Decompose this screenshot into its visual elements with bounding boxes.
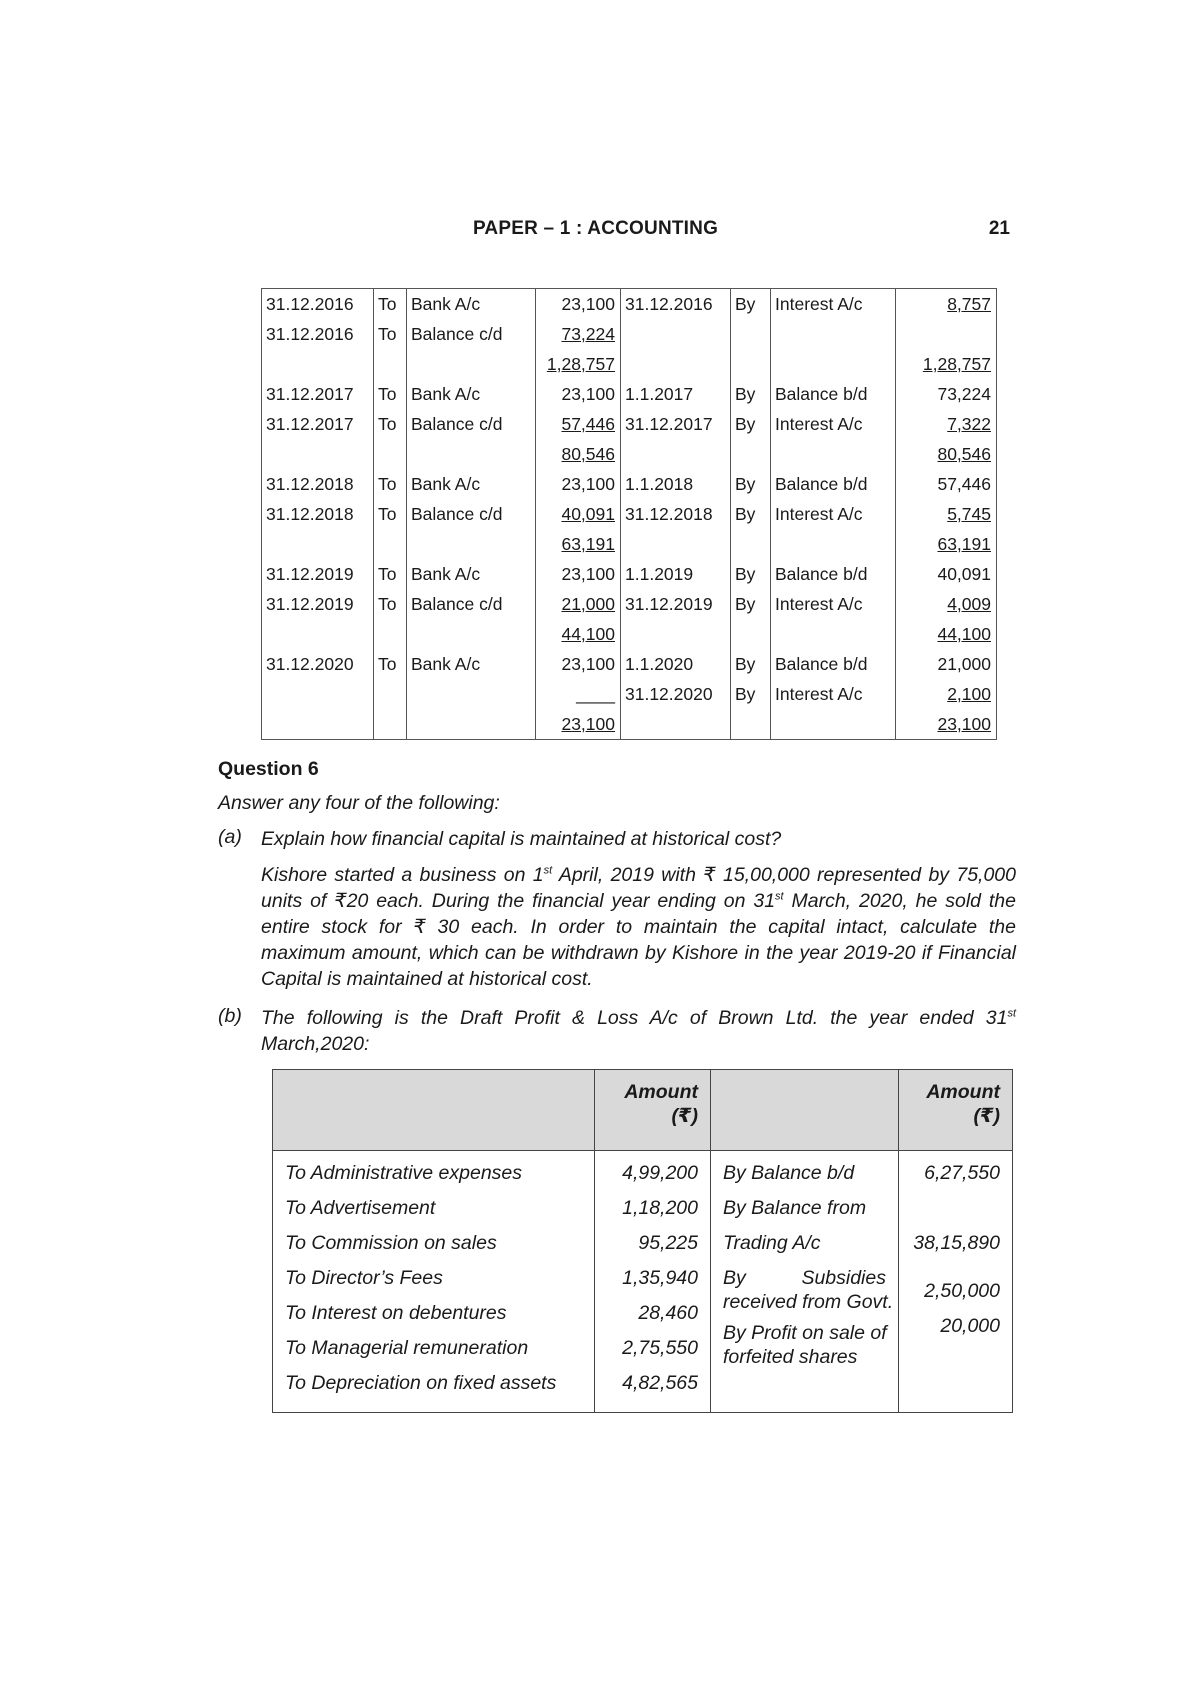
ledger-cell-d1: 31.12.2016	[262, 319, 374, 349]
ledger-cell-amt2: 5,745	[896, 499, 997, 529]
ledger-cell-a2: Balance b/d	[771, 469, 896, 499]
ledger-cell-a2: Interest A/c	[771, 589, 896, 619]
ledger-cell-d2: 31.12.2018	[621, 499, 731, 529]
ledger-cell-p1: To	[374, 379, 407, 409]
ledger-cell-d2	[621, 619, 731, 649]
ledger-cell-p1	[374, 349, 407, 379]
ledger-cell-p2: By	[731, 559, 771, 589]
ledger-row	[262, 349, 997, 379]
ledger-cell-amt2: 57,446	[896, 469, 997, 499]
ledger-cell-amt1: 80,546	[536, 439, 621, 469]
ledger-cell-amt1: 57,446	[536, 409, 621, 439]
ledger-cell-amt2: 40,091	[896, 559, 997, 589]
pl-debit-amount: 1,18,200	[622, 1197, 698, 1219]
ledger-cell-d1	[262, 709, 374, 740]
ledger-cell-amt1: 73,224	[536, 319, 621, 349]
ledger-row	[262, 589, 997, 619]
pl-header-amount-debit: Amount (₹)	[595, 1070, 711, 1151]
ledger-cell-p2: By	[731, 499, 771, 529]
pl-header-amount-credit: Amount (₹)	[899, 1070, 1013, 1151]
ledger-cell-p2	[731, 349, 771, 379]
ledger-cell-a2: Interest A/c	[771, 409, 896, 439]
ledger-cell-a1: Bank A/c	[407, 649, 536, 679]
ledger-cell-a2: Interest A/c	[771, 679, 896, 709]
ledger-cell-amt1: 23,100	[536, 379, 621, 409]
ledger-cell-a1	[407, 349, 536, 379]
pl-header-blank-1	[273, 1070, 595, 1151]
question-heading: Question 6	[218, 758, 319, 780]
pl-credit-labels	[711, 1151, 899, 1413]
ledger-cell-p2: By	[731, 589, 771, 619]
ledger-cell-amt1: 23,100	[536, 559, 621, 589]
ledger-row	[262, 679, 997, 709]
ledger-cell-amt1: ____	[536, 679, 621, 709]
ledger-cell-amt2: 4,009	[896, 589, 997, 619]
pl-debit-item: To Managerial remuneration	[285, 1337, 529, 1359]
pl-credit-amount: 2,50,000	[924, 1280, 1000, 1302]
pl-credit-item: By Subsidies	[723, 1267, 886, 1289]
ledger-cell-amt1: 40,091	[536, 499, 621, 529]
ledger-cell-d2: 31.12.2019	[621, 589, 731, 619]
ledger-row	[262, 529, 997, 559]
pl-credit-item: By Balance b/d	[723, 1162, 855, 1184]
ledger-cell-a1: Balance c/d	[407, 589, 536, 619]
ledger-cell-amt2: 23,100	[896, 709, 997, 740]
ledger-cell-p2	[731, 709, 771, 740]
ledger-cell-p2: By	[731, 469, 771, 499]
ledger-cell-a2	[771, 439, 896, 469]
ledger-cell-d1: 31.12.2019	[262, 589, 374, 619]
pl-credit-amounts	[899, 1151, 1013, 1413]
pl-debit-amount: 4,82,565	[622, 1372, 698, 1394]
ledger-cell-d1	[262, 679, 374, 709]
ledger-cell-a1: Balance c/d	[407, 499, 536, 529]
ledger-cell-d1	[262, 529, 374, 559]
ledger-cell-amt1: 23,100	[536, 649, 621, 679]
pl-debit-item: To Administrative expenses	[285, 1162, 523, 1184]
ledger-cell-a1	[407, 709, 536, 740]
pl-debit-labels	[273, 1151, 595, 1413]
pl-credit-item: Trading A/c	[723, 1232, 821, 1254]
pl-credit-amount: 38,15,890	[913, 1232, 1000, 1254]
ledger-cell-amt1: 1,28,757	[536, 349, 621, 379]
ledger-cell-a1: Bank A/c	[407, 559, 536, 589]
pl-debit-amount: 1,35,940	[622, 1267, 698, 1289]
ledger-row	[262, 319, 997, 349]
ledger-cell-d2	[621, 349, 731, 379]
ledger-cell-p2: By	[731, 379, 771, 409]
ledger-cell-a1	[407, 529, 536, 559]
ledger-cell-d2	[621, 319, 731, 349]
ledger-cell-a2: Interest A/c	[771, 289, 896, 320]
ledger-cell-d1	[262, 439, 374, 469]
ledger-cell-amt1: 23,100	[536, 709, 621, 740]
ledger-cell-amt1: 23,100	[536, 469, 621, 499]
pl-debit-amounts	[595, 1151, 711, 1413]
ledger-cell-p1: To	[374, 319, 407, 349]
ledger-cell-amt1: 44,100	[536, 619, 621, 649]
ledger-cell-a1	[407, 679, 536, 709]
ledger-cell-a2: Interest A/c	[771, 499, 896, 529]
part-b-label: (b)	[218, 1005, 242, 1027]
pl-credit-amount: 6,27,550	[924, 1162, 1000, 1184]
ledger-cell-a1: Bank A/c	[407, 379, 536, 409]
ledger-cell-amt2: 63,191	[896, 529, 997, 559]
ledger-cell-amt2: 80,546	[896, 439, 997, 469]
ledger-cell-p1	[374, 679, 407, 709]
pl-credit-item: received from Govt.	[723, 1291, 894, 1313]
ledger-cell-amt2: 8,757	[896, 289, 997, 320]
ledger-cell-a1	[407, 619, 536, 649]
pl-header-blank-2	[711, 1070, 899, 1151]
ledger-cell-amt1: 63,191	[536, 529, 621, 559]
ledger-cell-p1	[374, 619, 407, 649]
ledger-cell-d2	[621, 709, 731, 740]
ledger-cell-d1	[262, 619, 374, 649]
pl-credit-item: By Profit on sale of	[723, 1322, 887, 1344]
ledger-cell-p1: To	[374, 589, 407, 619]
ledger-cell-p1: To	[374, 559, 407, 589]
ledger-cell-amt1: 21,000	[536, 589, 621, 619]
ledger-cell-amt2: 73,224	[896, 379, 997, 409]
ledger-cell-p1	[374, 439, 407, 469]
part-b-text: The following is the Draft Profit & Loss A/c of Brown Ltd. the year ended 31st March,2020:	[261, 1007, 1016, 1055]
profit-loss-table	[272, 1069, 1013, 1413]
ledger-cell-a2	[771, 319, 896, 349]
pl-debit-item: To Director’s Fees	[285, 1267, 443, 1289]
ledger-cell-d1: 31.12.2019	[262, 559, 374, 589]
ledger-row	[262, 709, 997, 740]
pl-debit-amount: 2,75,550	[622, 1337, 698, 1359]
ledger-cell-amt2	[896, 319, 997, 349]
ledger-row	[262, 409, 997, 439]
ledger-cell-d1: 31.12.2018	[262, 499, 374, 529]
ledger-cell-p1: To	[374, 289, 407, 320]
ledger-cell-p2: By	[731, 649, 771, 679]
ledger-cell-p1	[374, 709, 407, 740]
ledger-cell-amt2: 21,000	[896, 649, 997, 679]
ledger-cell-a1: Balance c/d	[407, 409, 536, 439]
part-a-label: (a)	[218, 826, 242, 848]
ledger-table	[261, 288, 997, 740]
ledger-cell-d2: 31.12.2016	[621, 289, 731, 320]
pl-debit-amount: 28,460	[638, 1302, 698, 1324]
ledger-cell-a1: Bank A/c	[407, 469, 536, 499]
ledger-cell-a2	[771, 619, 896, 649]
pl-credit-item: forfeited shares	[723, 1346, 858, 1368]
pl-debit-item: To Advertisement	[285, 1197, 436, 1219]
ledger-cell-d2: 1.1.2019	[621, 559, 731, 589]
ledger-cell-d1: 31.12.2020	[262, 649, 374, 679]
part-a-body: Kishore started a business on 1st April, 2019 with ₹ 15,00,000 represented by 75,000 units of ₹20 each. During the financial year ending on 31st March, 2020, he sold the entire stock for ₹ 30 each. In order to maintain the capital intact, calculate the maximum amount, which can be withdrawn by Kishore in the year 2019-20 if Financial Capital is maintained at historical cost.	[261, 864, 1016, 990]
ledger-cell-a2: Balance b/d	[771, 379, 896, 409]
ledger-row	[262, 379, 997, 409]
ledger-cell-d2: 1.1.2018	[621, 469, 731, 499]
ledger-cell-d2: 1.1.2020	[621, 649, 731, 679]
pl-debit-amount: 4,99,200	[622, 1162, 698, 1184]
ledger-cell-a2	[771, 529, 896, 559]
ledger-cell-p1: To	[374, 469, 407, 499]
pl-debit-item: To Interest on debentures	[285, 1302, 507, 1324]
pl-debit-amount: 95,225	[638, 1232, 698, 1254]
ledger-cell-d2	[621, 529, 731, 559]
ledger-cell-p2	[731, 529, 771, 559]
ledger-cell-amt1: 23,100	[536, 289, 621, 320]
page-number: 21	[988, 218, 1010, 239]
ledger-cell-a1: Bank A/c	[407, 289, 536, 320]
ledger-cell-p2: By	[731, 409, 771, 439]
ledger-cell-a2: Balance b/d	[771, 649, 896, 679]
ledger-row	[262, 499, 997, 529]
ledger-cell-d2: 31.12.2020	[621, 679, 731, 709]
pl-credit-item: By Balance from	[723, 1197, 867, 1219]
pl-debit-item: To Commission on sales	[285, 1232, 497, 1254]
ledger-cell-p1: To	[374, 499, 407, 529]
ledger-row	[262, 469, 997, 499]
ledger-cell-amt2: 7,322	[896, 409, 997, 439]
ledger-cell-d1: 31.12.2016	[262, 289, 374, 320]
pl-debit-item: To Depreciation on fixed assets	[285, 1372, 557, 1394]
ledger-cell-d2: 1.1.2017	[621, 379, 731, 409]
ledger-cell-d1	[262, 349, 374, 379]
ledger-cell-p2: By	[731, 679, 771, 709]
ledger-cell-p1	[374, 529, 407, 559]
ledger-cell-d2	[621, 439, 731, 469]
ledger-cell-p2	[731, 439, 771, 469]
ledger-row	[262, 439, 997, 469]
ledger-cell-a2	[771, 349, 896, 379]
ledger-cell-p2: By	[731, 289, 771, 320]
page-title: PAPER – 1 : ACCOUNTING	[472, 218, 719, 239]
ledger-cell-d1: 31.12.2017	[262, 379, 374, 409]
ledger-cell-d2: 31.12.2017	[621, 409, 731, 439]
ledger-row	[262, 559, 997, 589]
ledger-row	[262, 619, 997, 649]
ledger-cell-a2	[771, 709, 896, 740]
ledger-cell-amt2: 2,100	[896, 679, 997, 709]
ledger-row	[262, 289, 997, 320]
ledger-cell-a1: Balance c/d	[407, 319, 536, 349]
ledger-cell-p2	[731, 319, 771, 349]
ledger-cell-d1: 31.12.2018	[262, 469, 374, 499]
ledger-cell-a2: Balance b/d	[771, 559, 896, 589]
ledger-cell-amt2: 44,100	[896, 619, 997, 649]
ledger-cell-a1	[407, 439, 536, 469]
ledger-cell-p2	[731, 619, 771, 649]
ledger-cell-p1: To	[374, 409, 407, 439]
ledger-cell-d1: 31.12.2017	[262, 409, 374, 439]
part-a-prompt: Explain how financial capital is maintained at historical cost?	[261, 828, 782, 850]
ledger-row	[262, 649, 997, 679]
question-instruction: Answer any four of the following:	[218, 792, 500, 814]
ledger-cell-amt2: 1,28,757	[896, 349, 997, 379]
ledger-cell-p1: To	[374, 649, 407, 679]
pl-credit-amount: 20,000	[940, 1315, 1000, 1337]
